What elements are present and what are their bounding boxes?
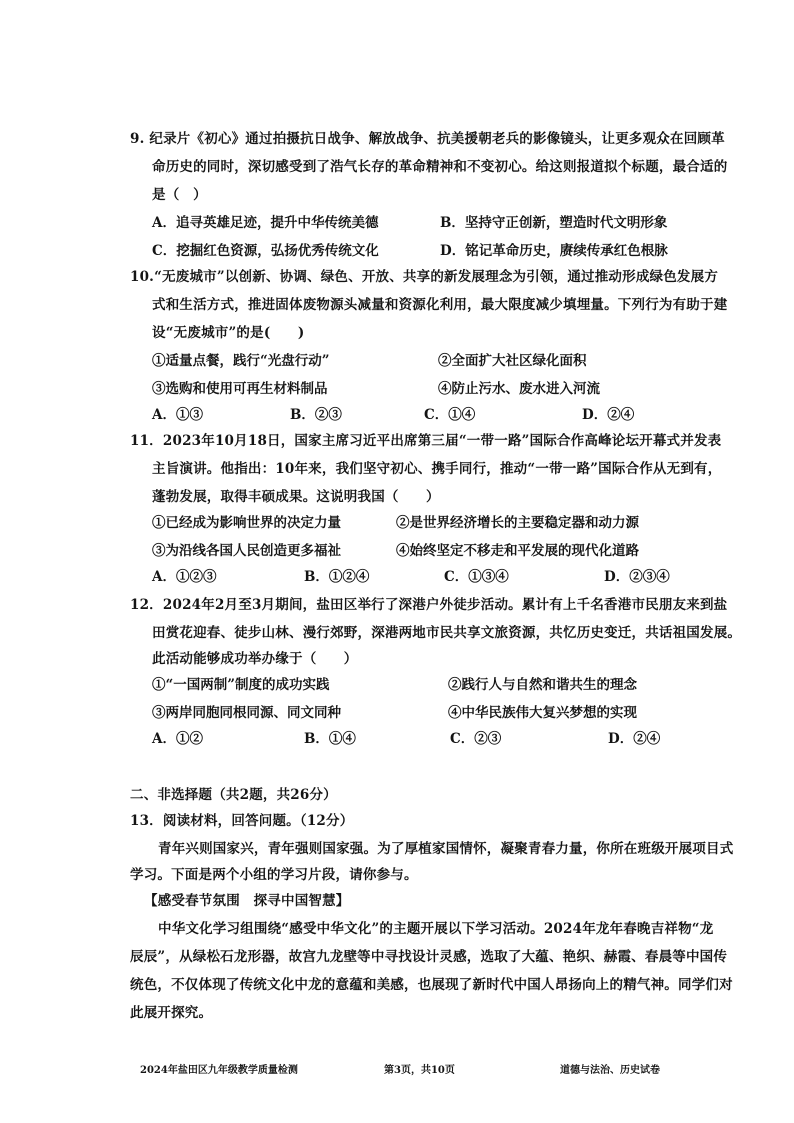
q9-stem-line-2: 命历史的同时，深切感受到了浩气长存的革命精神和不变初心。给这则报道拟个标题，最合适的 [152, 159, 728, 175]
q13-subheading: 【感受春节氛围 探寻中国智慧】 [144, 893, 350, 909]
section-heading: 二、非选择题（共2题，共26分） [130, 787, 337, 803]
q10-item-3: ③选购和使用可再生材料制品 [152, 381, 328, 397]
q11-item-2: ②是世界经济增长的主要稳定器和动力源 [396, 515, 639, 531]
q11-stem-line-2: 主旨演讲。他指出：10年来，我们坚守初心、携手同行，推动“一带一路”国际合作从无到有， [152, 461, 722, 477]
footer-right: 道德与法治、历史试卷 [560, 1065, 660, 1076]
q13-material-line-1: 中华文化学习组围绕“感受中华文化”的主题开展以下学习活动。2024年龙年春晚吉祥物“龙 [158, 921, 714, 937]
q12-item-1: ①“一国两制”制度的成功实践 [152, 677, 330, 693]
q12-option-a: A．①② [152, 731, 203, 747]
q12-option-c: C．②③ [450, 731, 502, 747]
q11-item-3: ③为沿线各国人民创造更多福祉 [152, 543, 341, 559]
q13-material-line-2: 辰辰”，从绿松石龙形器，故宫九龙壁等中寻找设计灵感，选取了大蕴、艳织、赫霞、春晨等中国传 [130, 949, 728, 965]
footer-left: 2024年盐田区九年级教学质量检测 [140, 1065, 298, 1076]
q12-option-d: D．②④ [608, 731, 661, 747]
q10-option-a: A．①③ [152, 407, 203, 423]
q12-item-3: ③两岸同胞同根同源、同文同种 [152, 705, 341, 721]
q12-stem-line-3: 此活动能够成功举办缘于（ ） [152, 651, 358, 667]
q13-intro-line-1: 青年兴则国家兴，青年强则国家强。为了厚植家国情怀，凝聚青春力量，你所在班级开展项目式 [158, 841, 734, 857]
q9-option-a: A．追寻英雄足迹，提升中华传统美德 [152, 215, 379, 231]
q13-intro-line-2: 学习。下面是两个小组的学习片段，请你参与。 [130, 867, 418, 883]
q12-item-4: ④中华民族伟大复兴梦想的实现 [448, 705, 637, 721]
q9-option-c: C．挖掘红色资源，弘扬优秀传统文化 [152, 243, 379, 259]
q12-option-b: B．①④ [304, 731, 356, 747]
q9-option-d: D．铭记革命历史，赓续传承红色根脉 [440, 243, 668, 259]
q13-material-line-4: 此展开探究。 [130, 1005, 213, 1021]
q12-item-2: ②践行人与自然和谐共生的理念 [448, 677, 637, 693]
q11-option-c: C．①③④ [444, 569, 509, 585]
q9-option-b: B．坚持守正创新，塑造时代文明形象 [440, 215, 668, 231]
q11-stem-line-1: 11．2023年10月18日，国家主席习近平出席第三届“一带一路”国际合作高峰论坛开幕式并发表 [130, 433, 722, 449]
q10-item-2: ②全面扩大社区绿化面积 [438, 353, 587, 369]
q12-stem-line-1: 12．2024年2月至3月期间，盐田区举行了深港户外徒步活动。累计有上千名香港市民朋友来到盐 [130, 597, 728, 613]
q10-stem-line-1: 10.“无废城市”以创新、协调、绿色、开放、共享的新发展理念为引领，通过推动形成绿色发展方 [130, 269, 719, 285]
q12-stem-line-2: 田赏花迎春、徒步山林、漫行郊野，深港两地市民共享文旅资源，共忆历史变迁，共话祖国发展。 [152, 625, 742, 641]
q13-material-line-3: 统色，不仅体现了传统文化中龙的意蕴和美感，也展现了新时代中国人昂扬向上的精气神。同学们对 [130, 977, 733, 993]
q11-option-b: B．①②④ [304, 569, 370, 585]
q11-option-a: A．①②③ [152, 569, 217, 585]
q11-option-d: D．②③④ [604, 569, 670, 585]
q10-option-d: D．②④ [582, 407, 635, 423]
q10-stem-line-3: 设“无废城市”的是( ) [152, 325, 305, 341]
q10-stem-line-2: 式和生活方式，推进固体废物源头减量和资源化利用，最大限度减少填埋量。下列行为有助于建 [152, 297, 728, 313]
q10-option-c: C．①④ [424, 407, 476, 423]
q11-item-1: ①已经成为影响世界的决定力量 [152, 515, 341, 531]
footer-page-number: 第3页，共10页 [384, 1065, 455, 1076]
q13-title: 13．阅读材料，回答问题。（12分） [130, 813, 354, 829]
q9-stem-line-1: 9. 纪录片《初心》通过拍摄抗日战争、解放战争、抗美援朝老兵的影像镜头，让更多观众在回顾革 [130, 131, 725, 147]
q11-item-4: ④始终坚定不移走和平发展的现代化道路 [396, 543, 639, 559]
q9-stem-line-3: 是（ ） [152, 187, 207, 203]
q10-item-1: ①适量点餐，践行“光盘行动” [152, 353, 330, 369]
q11-stem-line-3: 蓬勃发展，取得丰硕成果。这说明我国（ ） [152, 489, 440, 505]
q10-option-b: B．②③ [290, 407, 342, 423]
q10-item-4: ④防止污水、废水进入河流 [438, 381, 600, 397]
